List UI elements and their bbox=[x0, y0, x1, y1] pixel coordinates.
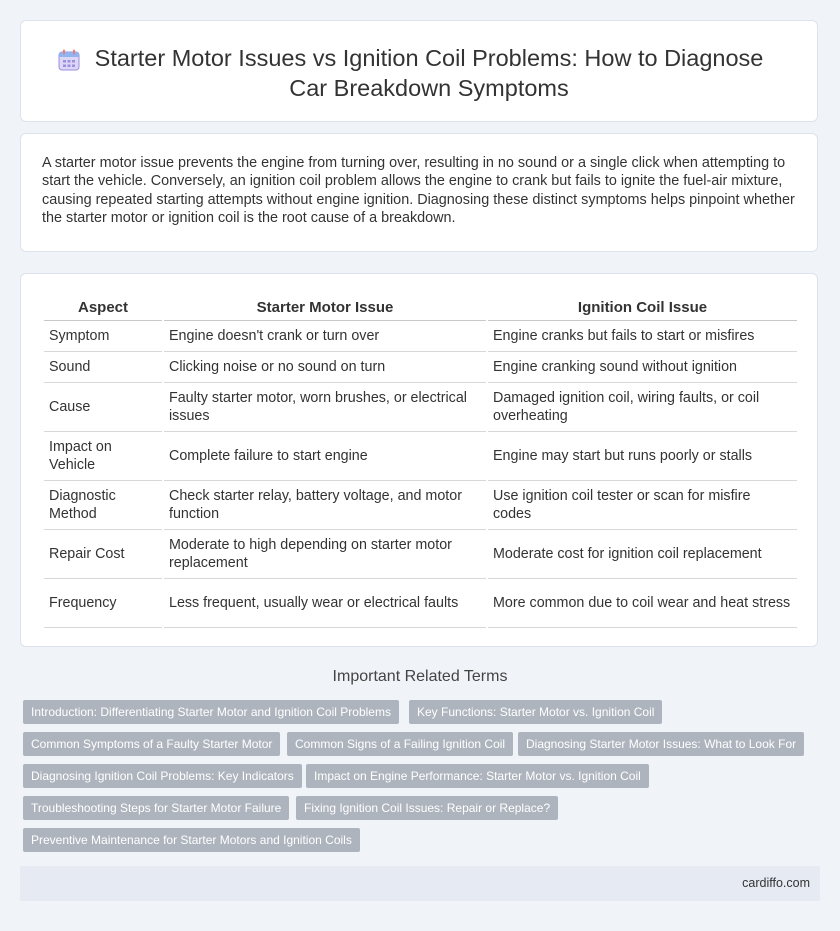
table-header-row bbox=[44, 297, 797, 321]
related-term-tag[interactable]: Diagnosing Ignition Coil Problems: Key Indicators bbox=[23, 764, 302, 788]
table-cell: Complete failure to start engine bbox=[164, 432, 486, 481]
table-cell: Moderate to high depending on starter motor replacement bbox=[164, 530, 486, 579]
intro-card bbox=[20, 133, 818, 252]
page-title: Starter Motor Issues vs Ignition Coil Problems: How to Diagnose Car Breakdown Symptoms bbox=[94, 45, 764, 101]
related-term-tag[interactable]: Diagnosing Starter Motor Issues: What to Look For bbox=[518, 732, 804, 756]
table-cell: Repair Cost bbox=[44, 530, 162, 579]
related-term-tag[interactable]: Impact on Engine Performance: Starter Motor vs. Ignition Coil bbox=[306, 764, 649, 788]
footer bbox=[20, 866, 820, 901]
related-term-tag[interactable]: Introduction: Differentiating Starter Motor and Ignition Coil Problems bbox=[23, 700, 399, 724]
table-cell: Check starter relay, battery voltage, and motor function bbox=[164, 481, 486, 530]
table-cell: Impact on Vehicle bbox=[44, 432, 162, 481]
comparison-table-card bbox=[20, 273, 818, 647]
header-aspect: Aspect bbox=[44, 297, 162, 321]
table-row bbox=[44, 530, 797, 579]
related-term-tag[interactable]: Troubleshooting Steps for Starter Motor Failure bbox=[23, 796, 289, 820]
table-cell: Frequency bbox=[44, 579, 162, 628]
comparison-table bbox=[42, 297, 799, 628]
table-cell: Clicking noise or no sound on turn bbox=[164, 352, 486, 383]
table-cell: More common due to coil wear and heat stress bbox=[488, 579, 797, 628]
table-cell: Less frequent, usually wear or electrical faults bbox=[164, 579, 486, 628]
header-starter-motor: Starter Motor Issue bbox=[164, 297, 486, 321]
table-cell: Diagnostic Method bbox=[44, 481, 162, 530]
table-cell: Moderate cost for ignition coil replacement bbox=[488, 530, 797, 579]
table-cell: Cause bbox=[44, 383, 162, 432]
table-cell: Engine cranks but fails to start or misfires bbox=[488, 321, 797, 352]
related-term-tag[interactable]: Preventive Maintenance for Starter Motors and Ignition Coils bbox=[23, 828, 360, 852]
table-row bbox=[44, 383, 797, 432]
title-card bbox=[20, 20, 818, 122]
table-cell: Symptom bbox=[44, 321, 162, 352]
table-cell: Use ignition coil tester or scan for misfire codes bbox=[488, 481, 797, 530]
header-ignition-coil: Ignition Coil Issue bbox=[488, 297, 797, 321]
related-term-tag[interactable]: Common Signs of a Failing Ignition Coil bbox=[287, 732, 513, 756]
table-cell: Damaged ignition coil, wiring faults, or coil overheating bbox=[488, 383, 797, 432]
table-cell: Sound bbox=[44, 352, 162, 383]
related-terms-title: Important Related Terms bbox=[332, 668, 508, 685]
table-row bbox=[44, 352, 797, 383]
footer-site[interactable]: cardiffo.com bbox=[742, 876, 810, 890]
table-cell: Engine may start but runs poorly or stalls bbox=[488, 432, 797, 481]
table-row bbox=[44, 481, 797, 530]
table-row bbox=[44, 579, 797, 628]
table-cell: Faulty starter motor, worn brushes, or electrical issues bbox=[164, 383, 486, 432]
related-term-tag[interactable]: Fixing Ignition Coil Issues: Repair or Replace? bbox=[296, 796, 558, 820]
table-row bbox=[44, 321, 797, 352]
table-cell: Engine doesn't crank or turn over bbox=[164, 321, 486, 352]
related-term-tag[interactable]: Common Symptoms of a Faulty Starter Motor bbox=[23, 732, 280, 756]
table-row bbox=[44, 432, 797, 481]
intro-paragraph: A starter motor issue prevents the engine from turning over, resulting in no sound or a single click when attempting to start the vehicle. Conversely, an ignition coil problem allows the engine to crank but fails to ignite the fuel-air mixture, causing repeated starting attempts without engine ignition. Diagnosing these distinct symptoms helps pinpoint whether the starter motor or ignition coil is the root cause of a breakdown. bbox=[42, 155, 795, 227]
related-term-tag[interactable]: Key Functions: Starter Motor vs. Ignition Coil bbox=[409, 700, 662, 724]
table-cell: Engine cranking sound without ignition bbox=[488, 352, 797, 383]
